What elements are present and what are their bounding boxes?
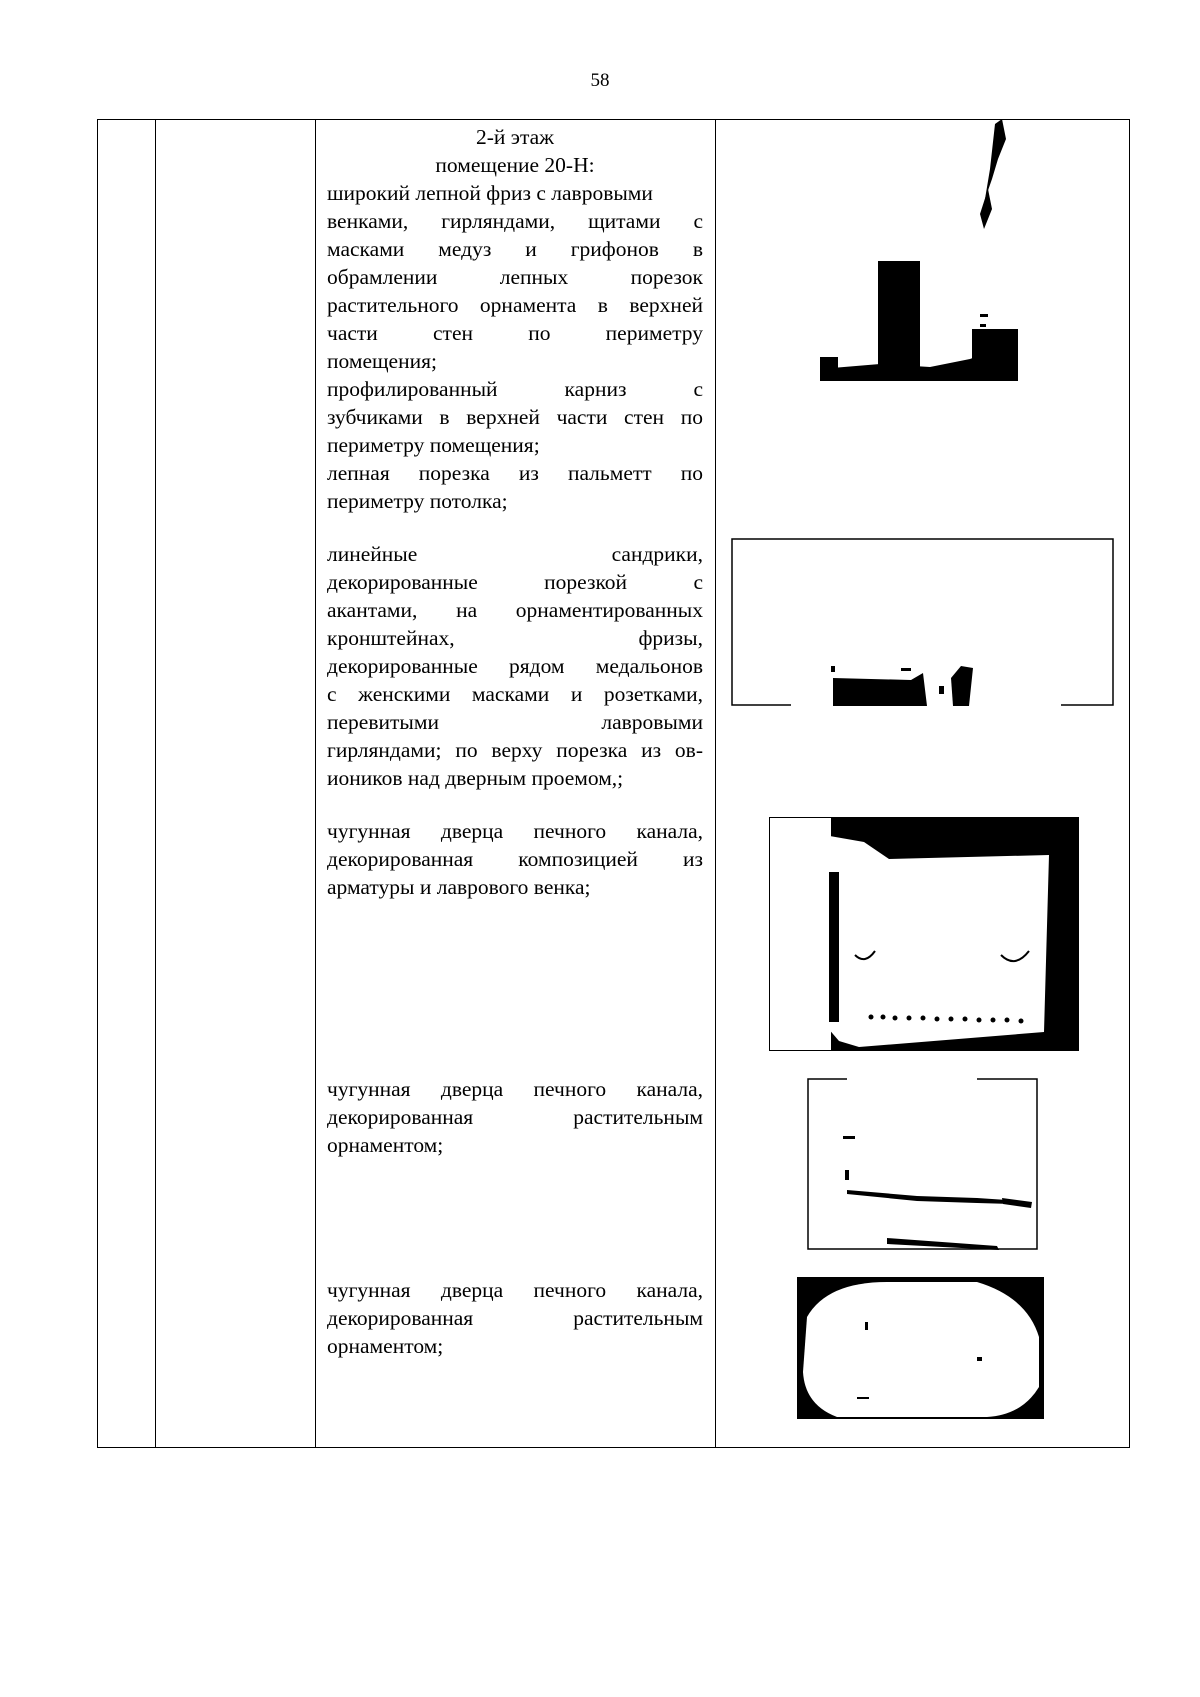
line: кронштейнах, фризы, [327, 626, 703, 650]
line: орнаментом; [327, 1133, 444, 1157]
line: широкий лепной фриз с лавровыми [327, 181, 653, 205]
line: периметру помещения; [327, 433, 540, 457]
line: периметру потолка; [327, 489, 508, 513]
room-label: помещение 20-Н: [435, 153, 595, 177]
line: части стен по периметру [327, 321, 703, 345]
column-divider-2 [315, 120, 316, 1447]
line: масками медуз и грифонов в [327, 237, 703, 261]
photo-cast-iron-door-armature [769, 817, 1079, 1051]
description-item-3 [327, 817, 703, 901]
line: растительного орнамента в верхней [327, 293, 703, 317]
line: декорированная растительным [327, 1105, 703, 1129]
description-item-5 [327, 1276, 703, 1360]
line: чугунная дверца печного канала, [327, 1077, 703, 1101]
line: орнаментом; [327, 1334, 444, 1358]
line: зубчиками в верхней части стен по [327, 405, 703, 429]
line: декорированная композицией из [327, 847, 703, 871]
line: лепная порезка из пальметт по [327, 461, 703, 485]
column-divider-3 [715, 120, 716, 1447]
line: помещения; [327, 349, 437, 373]
photo-interior-doorway [820, 119, 1018, 381]
line: с женскими масками и розетками, [327, 682, 703, 706]
heading-block [327, 123, 703, 179]
line: венками, гирляндами, щитами с [327, 209, 703, 233]
line: декорированные рядом медальонов [327, 654, 703, 678]
description-item-1 [327, 179, 703, 515]
photo-cast-iron-door-plant-ornament-2 [797, 1277, 1044, 1419]
photo-sandrik [731, 538, 1114, 706]
line: перевитыми лавровыми [327, 710, 703, 734]
line: чугунная дверца печного канала, [327, 1278, 703, 1302]
line: чугунная дверца печного канала, [327, 819, 703, 843]
line: декорированная растительным [327, 1306, 703, 1330]
page-number: 58 [590, 70, 610, 91]
line: декорированные порезкой с [327, 570, 703, 594]
photo-cast-iron-door-plant-ornament-1 [807, 1078, 1038, 1250]
description-item-2 [327, 540, 703, 792]
line: арматуры и лаврового венка; [327, 875, 591, 899]
line: гирляндами; по верху порезка из ов- [327, 738, 703, 762]
line: акантами, на орнаментированных [327, 598, 703, 622]
line: профилированный карниз с [327, 377, 703, 401]
description-item-4 [327, 1075, 703, 1159]
column-divider-1 [155, 120, 156, 1447]
line: иоников над дверным проемом,; [327, 766, 624, 790]
floor-label: 2-й этаж [475, 125, 555, 149]
line: обрамлении лепных порезок [327, 265, 703, 289]
line: линейные сандрики, [327, 542, 703, 566]
